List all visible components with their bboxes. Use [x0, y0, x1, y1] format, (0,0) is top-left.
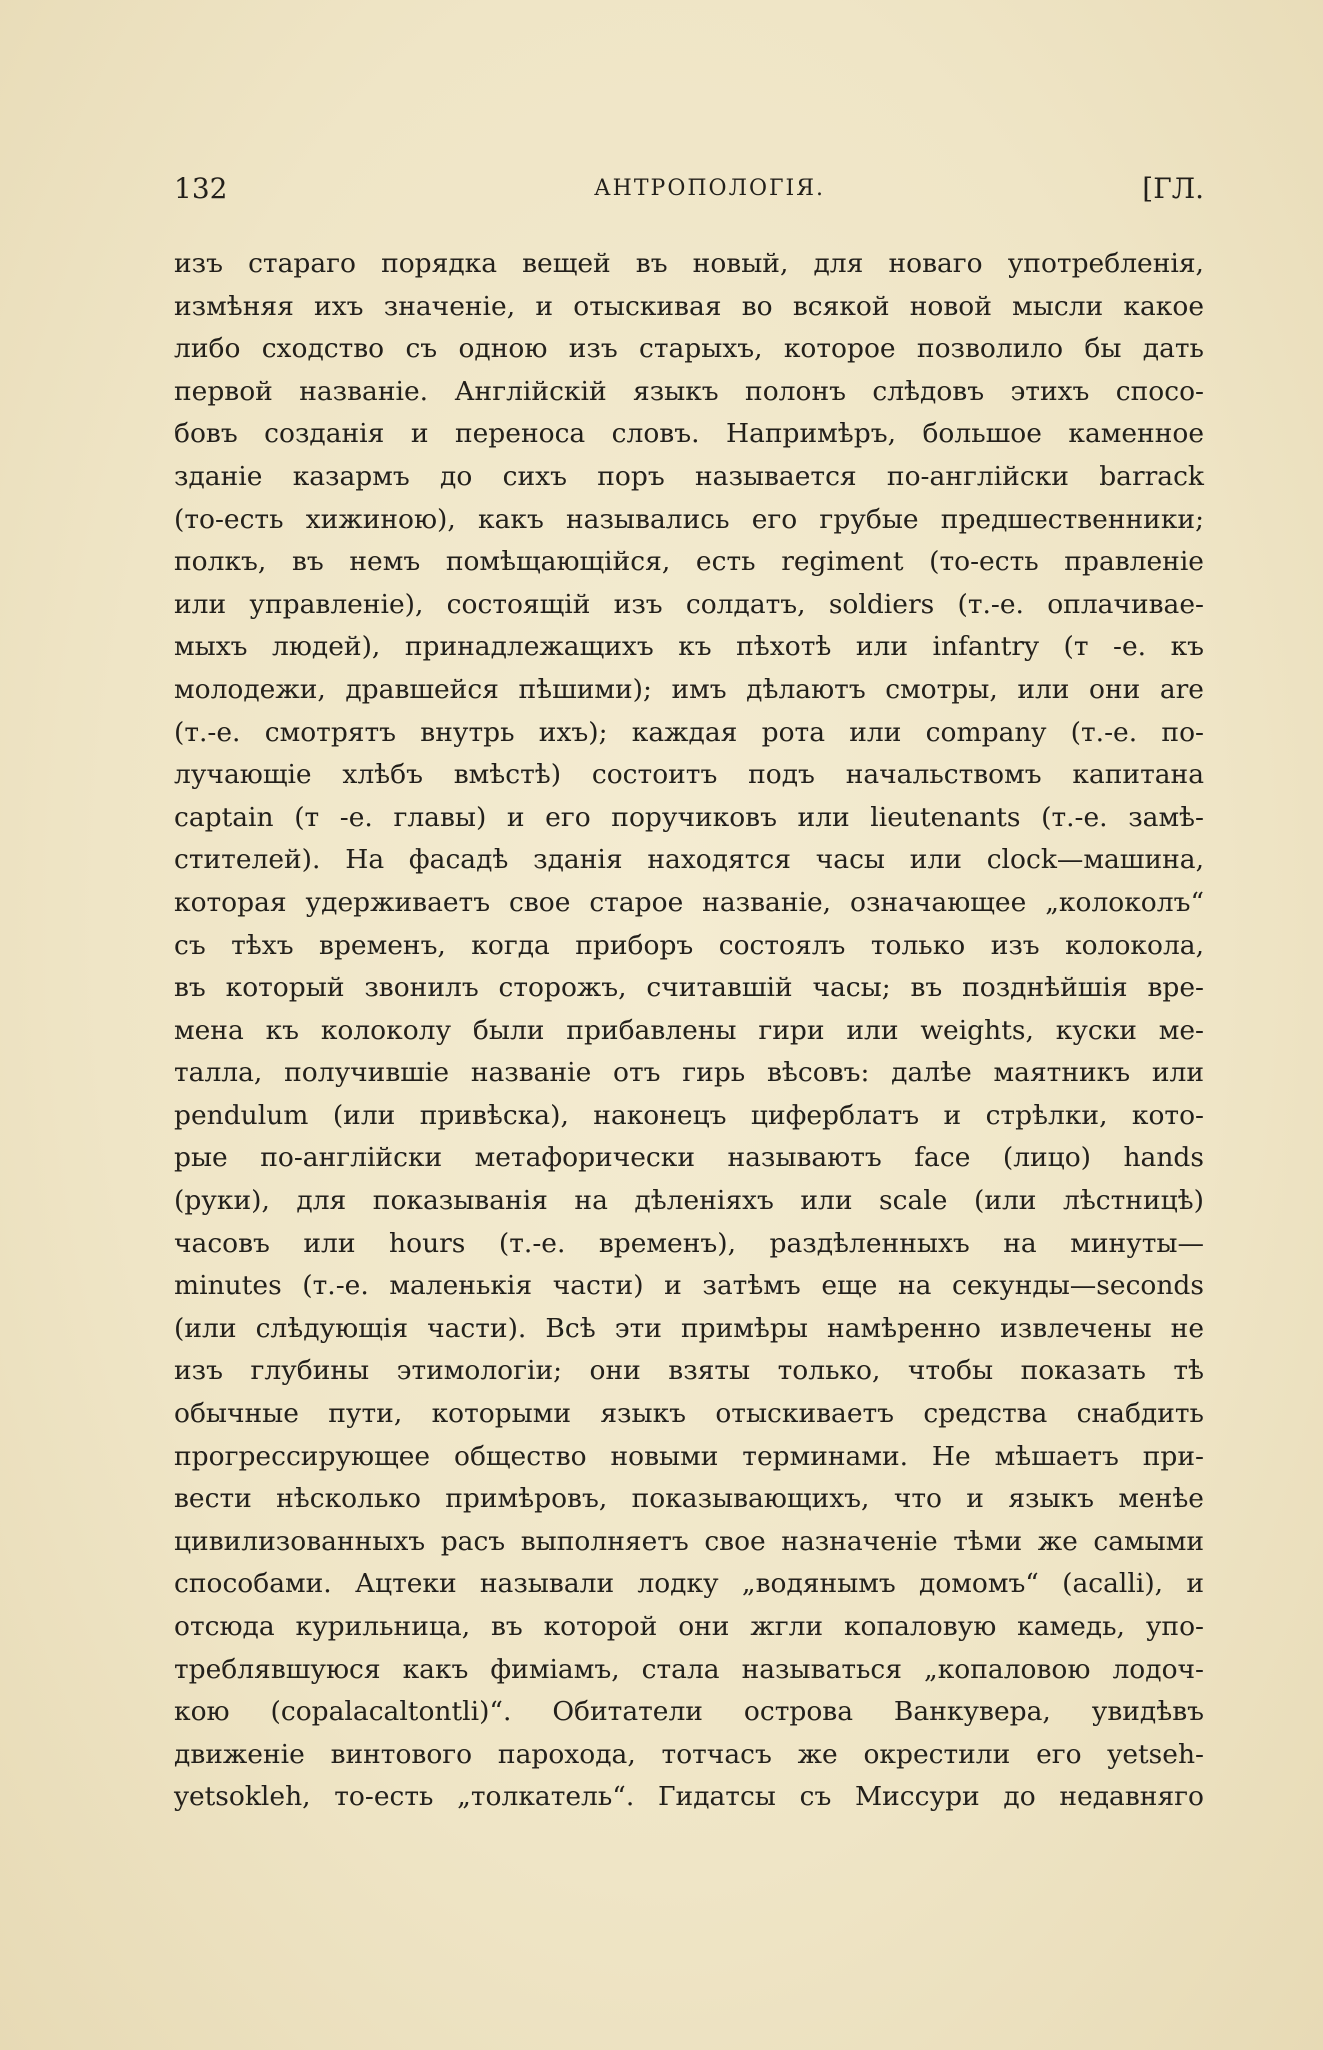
text-line: кою (copalacaltontli)“. Обитатели острова Ванкувера, увидѣвъ — [174, 1696, 1204, 1728]
text-line: первой названіе. Англійскій языкъ полонъ слѣдовъ этихъ спосо- — [174, 375, 1204, 407]
text-line: либо сходство съ одною изъ старыхъ, которое позволило бы дать — [174, 333, 1204, 365]
text-line: (т.-е. смотрятъ внутрь ихъ); каждая рота или company (т.-е. по- — [174, 716, 1204, 748]
text-line: съ тѣхъ временъ, когда приборъ состоялъ только изъ колокола, — [174, 929, 1204, 961]
body-text — [174, 243, 1204, 1819]
running-title: АНТРОПОЛОГІЯ. — [594, 176, 825, 201]
text-line: способами. Ацтеки называли лодку „водянымъ домомъ“ (acalli), и — [174, 1568, 1204, 1600]
text-line: стителей). На фасадѣ зданія находятся часы или clock—машина, — [174, 844, 1204, 876]
text-line: мена къ колоколу были прибавлены гири или weights, куски ме- — [174, 1014, 1204, 1046]
text-line: pendulum (или привѣска), наконецъ циферблатъ и стрѣлки, кото- — [174, 1099, 1204, 1131]
text-line: изъ стараго порядка вещей въ новый, для новаго употребленія, — [174, 248, 1204, 279]
text-line: minutes (т.-е. маленькія части) и затѣмъ еще на секунды—seconds — [174, 1270, 1204, 1302]
chapter-marker: [ГЛ. — [1142, 172, 1204, 205]
text-line: обычные пути, которыми языкъ отыскиваетъ средства снабдить — [174, 1398, 1204, 1430]
text-line: полкъ, въ немъ помѣщающійся, есть regiment (то-есть правленіе — [174, 546, 1204, 578]
page-number: 132 — [174, 172, 228, 205]
text-line: часовъ или hours (т.-е. временъ), раздѣленныхъ на минуты— — [174, 1227, 1204, 1259]
text-line: отсюда курильница, въ которой они жгли копаловую камедь, упо- — [174, 1611, 1204, 1642]
text-line: или управленіе), состоящій изъ солдатъ, soldiers (т.-е. оплачивае- — [174, 588, 1204, 620]
text-line: измѣняя ихъ значеніе, и отыскивая во всякой новой мысли какое — [174, 290, 1204, 322]
text-line: прогрессирующее общество новыми терминами. Не мѣшаетъ при- — [174, 1440, 1204, 1472]
text-line: (или слѣдующія части). Всѣ эти примѣры намѣренно извлечены не — [174, 1312, 1204, 1344]
text-line: цивилизованныхъ расъ выполняетъ свое назначеніе тѣми же самыми — [174, 1525, 1204, 1557]
page-header — [174, 172, 1204, 216]
text-line: лучающіе хлѣбъ вмѣстѣ) состоитъ подъ начальствомъ капитана — [174, 759, 1204, 791]
text-line: изъ глубины этимологіи; они взяты только, чтобы показать тѣ — [174, 1355, 1204, 1387]
text-line: мыхъ людей), принадлежащихъ къ пѣхотѣ или infantry (т -е. къ — [174, 631, 1204, 663]
text-line: зданіе казармъ до сихъ поръ называется по-англійски barrack — [174, 460, 1204, 492]
text-line: бовъ созданія и переноса словъ. Напримѣръ, большое каменное — [174, 418, 1204, 450]
text-line: рые по-англійски метафорически называютъ face (лицо) hands — [174, 1142, 1204, 1174]
text-line: движеніе винтового парохода, тотчасъ же окрестили его yetseh- — [174, 1738, 1204, 1770]
text-line: молодежи, дравшейся пѣшими); имъ дѣлаютъ смотры, или они are — [174, 673, 1204, 705]
text-line: треблявшуюся какъ фиміамъ, стала называться „копаловою лодоч- — [174, 1653, 1204, 1685]
text-line: талла, получившіе названіе отъ гирь вѣсовъ: далѣе маятникъ или — [174, 1057, 1204, 1089]
text-line: (то-есть хижиною), какъ назывались его грубые предшественники; — [174, 503, 1204, 535]
text-line: которая удерживаетъ свое старое названіе, означающее „колоколъ“ — [174, 886, 1204, 918]
text-line: yetsokleh, то-есть „толкатель“. Гидатсы съ Миссури до недавняго — [174, 1781, 1204, 1813]
text-line: въ который звонилъ сторожъ, считавшій часы; въ позднѣйшія вре- — [174, 972, 1204, 1004]
text-line: (руки), для показыванія на дѣленіяхъ или scale (или лѣстницѣ) — [174, 1185, 1204, 1217]
text-line: вести нѣсколько примѣровъ, показывающихъ, что и языкъ менѣе — [174, 1483, 1204, 1515]
text-line: captain (т -е. главы) и его поручиковъ или lieutenants (т.-е. замѣ- — [174, 801, 1204, 833]
